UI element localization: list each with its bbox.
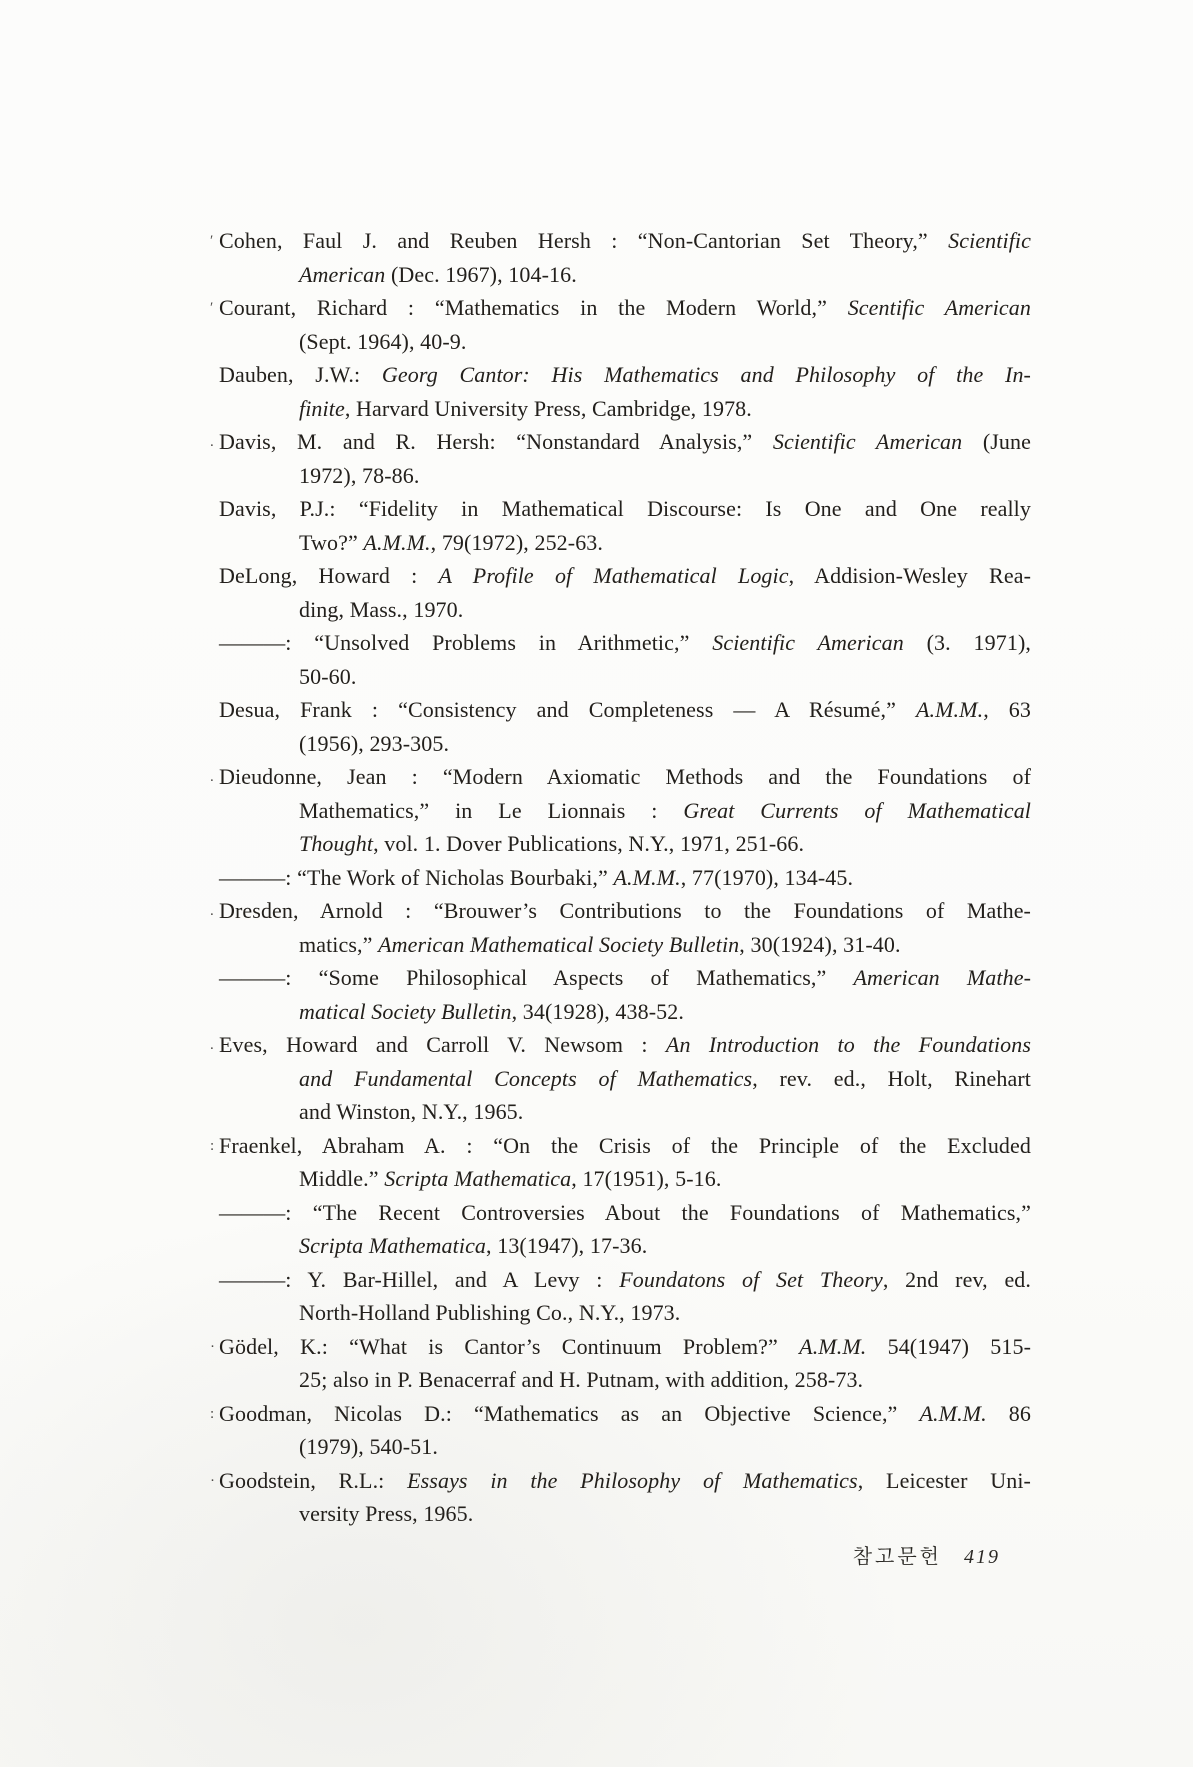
- italic-text-run: Thought: [299, 831, 374, 856]
- bibliography-line: [210, 224, 1031, 258]
- bibliography-line: [219, 358, 1031, 392]
- italic-text-run: finite: [299, 395, 345, 421]
- scan-artifact-mark: .: [210, 1037, 214, 1053]
- italic-text-run: An Introduction to the Foundations: [665, 1032, 1031, 1057]
- scan-artifact-mark: :: [210, 1137, 215, 1154]
- text-run: Mathematics,” in Le Lionnais :: [299, 797, 684, 823]
- bibliography-line: [219, 1229, 1031, 1263]
- italic-text-run: A Profile of Mathematical Logic: [438, 563, 789, 588]
- bibliography-line: [210, 1330, 1032, 1364]
- bibliography-line: [219, 492, 1031, 526]
- bibliography-entry: [219, 492, 1031, 559]
- text-run: , Harvard University Press, Cambridge, 1978.: [344, 395, 752, 421]
- italic-text-run: A.M.M.: [915, 697, 984, 722]
- italic-text-run: Great Currents of Mathematical: [683, 797, 1032, 823]
- italic-text-run: Essays in the Philosophy of Mathematics: [407, 1467, 858, 1493]
- bibliography-line: [219, 827, 1031, 861]
- text-run: Gödel, K.: “What is Cantor’s Continuum Problem?”: [219, 1333, 800, 1359]
- italic-text-run: Scientific American: [772, 429, 983, 454]
- text-run: ———: Y. Bar-Hillel, and A Levy :: [219, 1266, 620, 1292]
- bibliography-line: [219, 1162, 1031, 1196]
- text-run: Dieudonne, Jean : “Modern Axiomatic Methods and the Foundations of: [219, 764, 1031, 789]
- bibliography-entry: [219, 358, 1031, 425]
- text-run: 86: [1008, 1400, 1031, 1426]
- bibliography-entry: [210, 425, 1031, 492]
- italic-text-run: A.M.M.: [919, 1400, 1009, 1426]
- bibliography-line: [219, 660, 1031, 694]
- scan-artifact-mark: .: [210, 769, 214, 785]
- italic-text-run: A.M.M.: [799, 1333, 888, 1359]
- text-run: Two?”: [299, 529, 364, 555]
- text-run: ———: “Unsolved Problems in Arithmetic,”: [219, 630, 713, 655]
- text-run: Fraenkel, Abraham A. : “On the Crisis of the Principle of the Excluded: [219, 1132, 1031, 1158]
- text-run: Desua, Frank : “Consistency and Completeness — A Résumé,”: [219, 697, 916, 722]
- scan-artifact-mark: .: [210, 434, 214, 450]
- text-run: (June: [982, 429, 1031, 454]
- italic-text-run: American Mathe-: [853, 965, 1031, 990]
- page-footer: [219, 1540, 1000, 1569]
- text-run: DeLong, Howard :: [219, 563, 439, 588]
- bibliography-line: [219, 258, 1031, 292]
- text-run: matics,”: [299, 931, 379, 957]
- italic-text-run: Scientific American: [712, 630, 927, 655]
- bibliography-entry: [210, 894, 1031, 961]
- text-run: North-Holland Publishing Co., N.Y., 1973.: [299, 1300, 681, 1325]
- text-run: versity Press, 1965.: [299, 1501, 474, 1526]
- text-run: , 2nd rev, ed.: [882, 1266, 1032, 1292]
- italic-text-run: American: [299, 261, 391, 287]
- bibliography-line: [219, 1296, 1031, 1330]
- text-run: , 77(1970), 134-45.: [680, 864, 854, 890]
- italic-text-run: matical Society Bulletin: [299, 998, 512, 1024]
- text-run: Davis, M. and R. Hersh: “Nonstandard Analysis,”: [219, 429, 773, 454]
- bibliography-line: [219, 1430, 1031, 1464]
- bibliography-entry: [210, 1330, 1032, 1397]
- text-run: , Leicester Uni-: [857, 1467, 1031, 1493]
- bibliography-line: [219, 995, 1031, 1029]
- scan-artifact-mark: ʹ: [210, 300, 214, 316]
- text-run: , 34(1928), 438-52.: [511, 998, 684, 1024]
- text-run: , vol. 1. Dover Publications, N.Y., 1971, 251-66.: [373, 831, 805, 856]
- bibliography-line: [219, 526, 1031, 560]
- bibliography-entry: [210, 1464, 1031, 1531]
- text-run: , 13(1947), 17-36.: [486, 1233, 648, 1258]
- text-run: Davis, P.J.: “Fidelity in Mathematical Discourse: Is One and One really: [219, 496, 1031, 521]
- text-run: ———: “The Recent Controversies About the Foundations of Mathematics,”: [219, 1199, 1031, 1225]
- bibliography-line: [210, 425, 1031, 459]
- text-run: 25; also in P. Benacerraf and H. Putnam, with addition, 258-73.: [299, 1367, 864, 1392]
- italic-text-run: American Mathematical Society Bulletin: [378, 931, 740, 957]
- bibliography-entry: [210, 291, 1031, 358]
- text-run: (Dec. 1967), 104-16.: [390, 261, 577, 287]
- bibliography-entry: [219, 626, 1031, 693]
- text-run: Dauben, J.W.:: [219, 362, 382, 387]
- text-run: 1972), 78-86.: [299, 462, 420, 488]
- text-run: Goodman, Nicolas D.: “Mathematics as an Objective Science,”: [219, 1400, 920, 1426]
- bibliography-line: [219, 626, 1031, 660]
- scan-artifact-mark: ʹ: [210, 233, 214, 249]
- text-run: ———: “The Work of Nicholas Bourbaki,”: [219, 864, 614, 890]
- bibliography-line: [219, 727, 1031, 761]
- italic-text-run: A.M.M.: [613, 864, 681, 890]
- text-run: ———: “Some Philosophical Aspects of Mathematics,”: [219, 965, 854, 990]
- bibliography-line: [219, 1263, 1031, 1297]
- text-run: , rev. ed., Holt, Rinehart: [752, 1065, 1031, 1091]
- bibliography-line: [219, 961, 1031, 995]
- italic-text-run: Scientific: [948, 228, 1031, 253]
- text-run: and Winston, N.Y., 1965.: [299, 1099, 524, 1124]
- bibliography-line: [210, 1397, 1031, 1431]
- scan-artifact-mark: ·: [210, 1338, 216, 1355]
- italic-text-run: Georg Cantor: His Mathematics and Philosophy of the In-: [381, 362, 1031, 387]
- text-run: Goodstein, R.L.:: [219, 1467, 408, 1493]
- text-run: 54(1947) 515-: [887, 1333, 1032, 1359]
- footer-section-label: 참고문헌: [852, 1546, 942, 1568]
- bibliography-entry: [210, 760, 1032, 861]
- italic-text-run: Scripta Mathematica: [384, 1166, 572, 1191]
- bibliography-line: [219, 325, 1031, 359]
- bibliography-line: [219, 928, 1031, 962]
- bibliography-line: [210, 894, 1031, 928]
- bibliography-entry: [219, 693, 1031, 760]
- bibliography-line: [210, 1129, 1031, 1163]
- bibliography-line: [210, 760, 1031, 794]
- scan-artifact-mark: ·: [210, 1472, 216, 1489]
- text-run: Dresden, Arnold : “Brouwer’s Contributions to the Foundations of Mathe-: [219, 898, 1031, 923]
- bibliography-line: [219, 1497, 1031, 1531]
- bibliography-line: [210, 1464, 1031, 1498]
- bibliography-line: [219, 559, 1031, 593]
- bibliography-line: [210, 1028, 1031, 1062]
- text-run: (1956), 293-305.: [299, 730, 450, 756]
- bibliography-line: [219, 392, 1031, 426]
- bibliography-entry: [210, 1397, 1031, 1464]
- italic-text-run: Scripta Mathematica: [299, 1233, 487, 1258]
- bibliography-entry: [219, 559, 1031, 626]
- bibliography-entry: [210, 224, 1031, 291]
- bibliography-line: [219, 794, 1031, 828]
- bibliography-entry: [219, 1196, 1031, 1263]
- text-run: ding, Mass., 1970.: [299, 596, 464, 622]
- bibliography-line: [219, 593, 1031, 627]
- bibliography-line: [219, 1196, 1031, 1230]
- bibliography-entry: [210, 1129, 1031, 1196]
- text-run: , 30(1924), 31-40.: [739, 931, 901, 957]
- text-run: (Sept. 1964), 40-9.: [299, 328, 467, 354]
- scan-artifact-mark: .: [210, 903, 214, 919]
- bibliography-entry: [219, 961, 1031, 1028]
- bibliography-entry: [219, 1263, 1031, 1330]
- footer-page-number: 419: [964, 1546, 1000, 1568]
- italic-text-run: Scentific American: [847, 295, 1031, 320]
- italic-text-run: and Fundamental Concepts of Mathematics: [299, 1065, 753, 1091]
- italic-text-run: Foundatons of Set Theory: [619, 1266, 883, 1292]
- text-run: 50-60.: [299, 663, 357, 689]
- bibliography-line: [219, 861, 1031, 895]
- italic-text-run: A.M.M.: [363, 529, 431, 555]
- text-run: , 79(1972), 252-63.: [430, 529, 604, 555]
- bibliography-entry: [219, 861, 1031, 895]
- text-run: , 63: [983, 697, 1031, 722]
- text-run: , Addision-Wesley Rea-: [788, 563, 1031, 588]
- text-run: Cohen, Faul J. and Reuben Hersh : “Non-Cantorian Set Theory,”: [219, 228, 949, 253]
- bibliography-line: [219, 1363, 1031, 1397]
- text-run: (1979), 540-51.: [299, 1434, 438, 1459]
- bibliography-line: [219, 1095, 1031, 1129]
- bibliography-line: [210, 291, 1031, 325]
- bibliography-list: [210, 224, 1032, 1531]
- bibliography-line: [219, 459, 1031, 493]
- scan-artifact-mark: :: [210, 1405, 215, 1422]
- text-run: Courant, Richard : “Mathematics in the Modern World,”: [219, 295, 848, 320]
- text-run: , 17(1951), 5-16.: [571, 1166, 722, 1191]
- bibliography-entry: [210, 1028, 1031, 1129]
- text-run: (3. 1971),: [926, 630, 1031, 655]
- bibliography-line: [219, 693, 1031, 727]
- text-run: Middle.”: [299, 1166, 385, 1191]
- bibliography-line: [219, 1062, 1031, 1096]
- text-run: Eves, Howard and Carroll V. Newsom :: [219, 1032, 666, 1057]
